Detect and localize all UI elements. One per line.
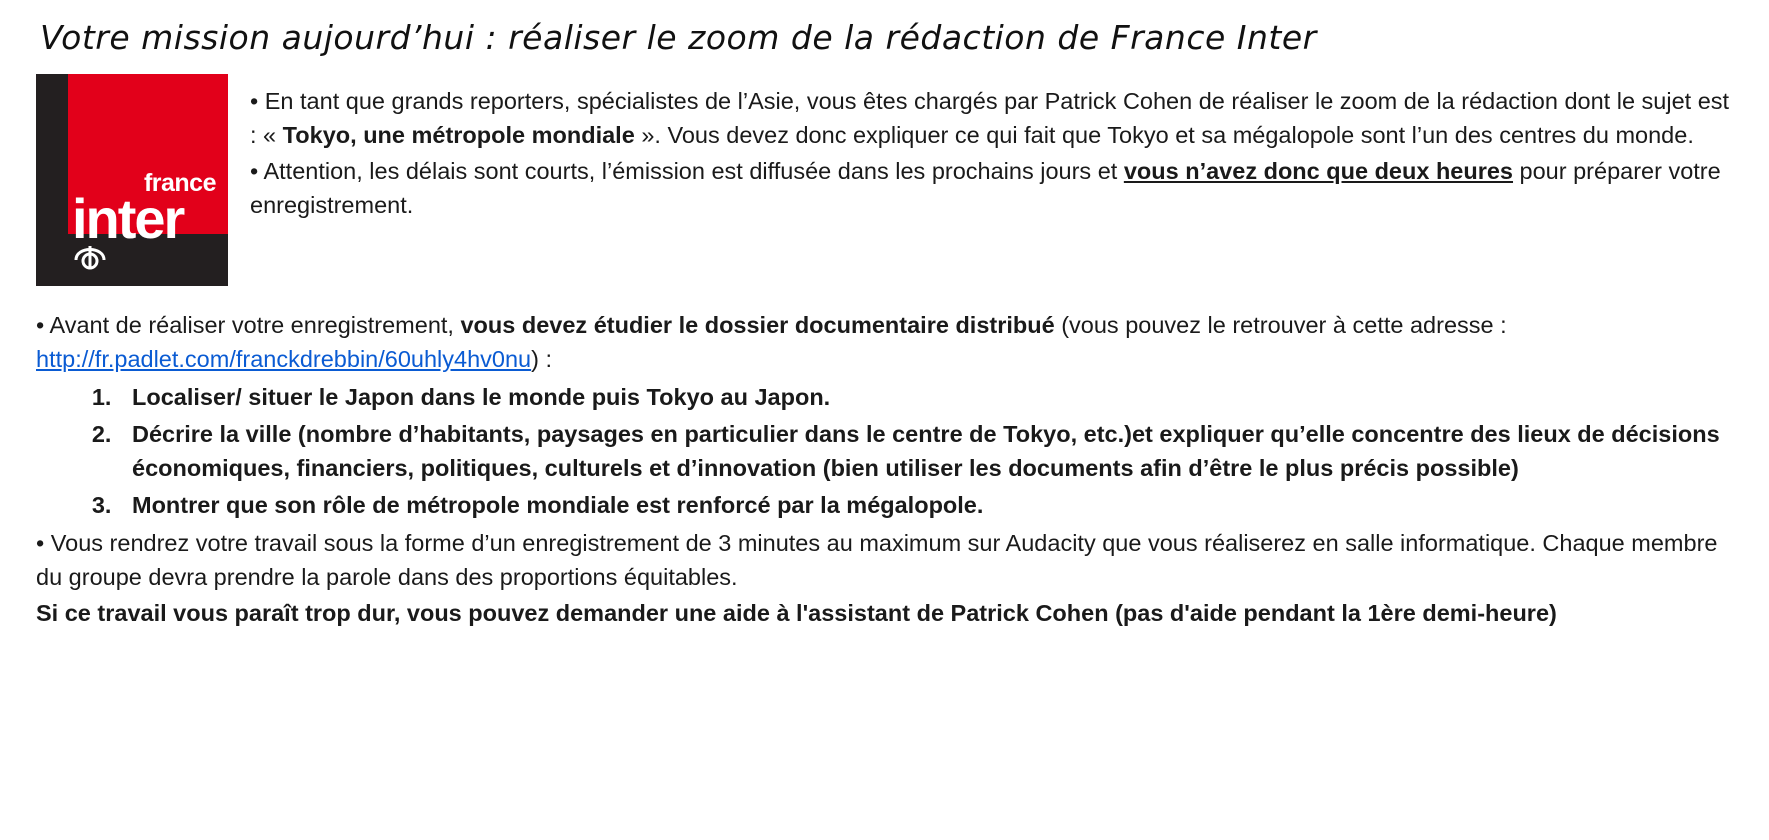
intro-bullet-1-part2: ». Vous devez donc expliquer ce qui fait que Tokyo et sa mégalopole sont l’un des centres du monde. [634, 121, 1694, 148]
intro-bullet-2-part2: pour préparer votre enregistrement. [250, 157, 1721, 218]
page-title: Votre mission aujourd’hui : réaliser le zoom de la rédaction de France Inter [40, 18, 1317, 57]
list-item: 1. Localiser/ situer le Japon dans le monde puis Tokyo au Japon. [118, 380, 1741, 414]
body-p1-part3: ) : [531, 345, 553, 372]
closing-note: Si ce travail vous paraît trop dur, vous pouvez demander une aide à l'assistant de Patrick Cohen (pas d'aide pendant la 1ère demi-heure) [36, 600, 1557, 627]
intro-bullet-1 [250, 84, 1741, 152]
body-p1-part2: (vous pouvez le retrouver à cette adresse : [1054, 311, 1507, 338]
radio-france-stamp-icon [70, 230, 110, 270]
padlet-link[interactable]: http://fr.padlet.com/franckdrebbin/60uhly4hv0nu [36, 345, 532, 372]
intro-text [250, 74, 1741, 224]
list-item: 3. Montrer que son rôle de métropole mondiale est renforcé par la mégalopole. [118, 488, 1741, 522]
logo-word-france: france [143, 168, 216, 197]
intro-bullet-1-part1: • En tant que grands reporters, spécialistes de l’Asie, vous êtes chargés par Patrick Cohen de réaliser le zoom de la rédaction dont le sujet est : « [250, 87, 1730, 148]
france-inter-logo [36, 74, 228, 286]
body-paragraph-2: • Vous rendrez votre travail sous la forme d’un enregistrement de 3 minutes au maximum sur Audacity que vous réaliserez en salle informatique. Chaque membre du groupe devra prendre la parole dans des proportions équitables. [36, 529, 1718, 591]
body-block [36, 308, 1741, 631]
body-p1-part1: • Avant de réaliser votre enregistrement, [36, 311, 461, 338]
body-paragraph-1 [36, 308, 1741, 376]
intro-block [36, 74, 1741, 286]
intro-bullet-2-part1: • Attention, les délais sont courts, l’émission est diffusée dans les prochains jours et [250, 157, 1124, 184]
list-item: 2. Décrire la ville (nombre d’habitants, paysages en particulier dans le centre de Tokyo, etc.)et expliquer qu’elle concentre des lieux de décisions économiques, financiers, politiques, culturels et d’innovation (bien utiliser les documents afin d’être le plus précis possible) [118, 417, 1741, 485]
body-p1-bold: vous devez étudier le dossier documentaire distribué [460, 311, 1055, 338]
intro-bullet-2 [250, 154, 1741, 222]
logo-word-inter: inter [72, 186, 184, 250]
intro-bullet-1-subject: Tokyo, une métropole mondiale [282, 121, 635, 148]
intro-bullet-2-emphasis: vous n’avez donc que deux heures [1123, 157, 1514, 184]
steps-list [36, 380, 1741, 522]
